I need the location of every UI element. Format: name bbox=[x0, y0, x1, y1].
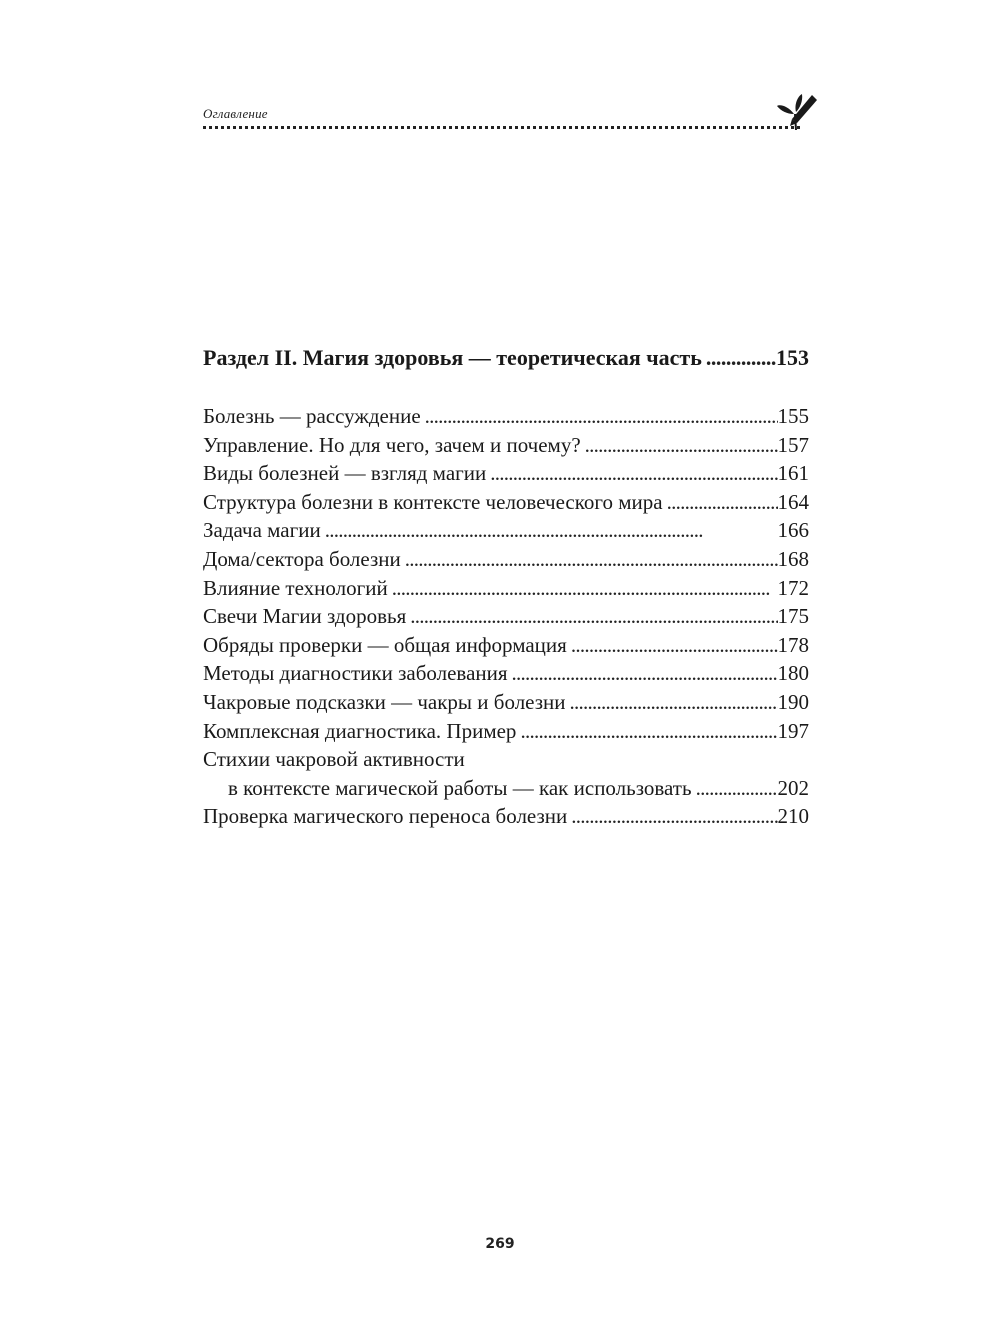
toc-entry-page: 168 bbox=[777, 546, 809, 571]
toc-entry-title: Проверка магического переноса болезни bbox=[203, 804, 568, 829]
toc-entry-title: Болезнь — рассуждение bbox=[203, 404, 421, 428]
dot-leader bbox=[663, 488, 778, 517]
dot-leader bbox=[401, 545, 778, 574]
toc-entry-title-line1: Стихии чакровой активности bbox=[203, 747, 465, 772]
dot-leader bbox=[321, 516, 778, 545]
toc-entry-page: 178 bbox=[777, 632, 809, 657]
toc-entry bbox=[203, 631, 809, 660]
toc-entry bbox=[203, 402, 809, 431]
toc-entry-title-line2: в контексте магической работы — как использовать bbox=[228, 775, 692, 800]
dot-leader bbox=[421, 402, 778, 431]
table-of-contents bbox=[203, 342, 809, 831]
toc-entry bbox=[203, 717, 809, 746]
dot-leader bbox=[508, 659, 778, 688]
toc-entry bbox=[203, 516, 809, 545]
toc-entry-multiline bbox=[203, 745, 809, 802]
toc-entry-title: Управление. Но для чего, зачем и почему? bbox=[203, 432, 581, 457]
toc-entry-page: 210 bbox=[777, 804, 809, 829]
toc-entry-title: Свечи Магии здоровья bbox=[203, 604, 407, 629]
section-heading bbox=[203, 342, 809, 374]
toc-entry-title: Комплексная диагностика. Пример bbox=[203, 718, 517, 743]
toc-entry-title: Дома/сектора болезни bbox=[203, 546, 401, 571]
toc-entry-title: Методы диагностики заболевания bbox=[203, 661, 508, 686]
page-number: 269 bbox=[485, 1236, 515, 1252]
toc-entry-page: 202 bbox=[777, 775, 809, 800]
header-dotted-rule bbox=[203, 126, 800, 129]
dot-leader bbox=[567, 631, 778, 660]
toc-entry-title: Обряды проверки — общая информация bbox=[203, 632, 567, 657]
running-head: Оглавление bbox=[203, 106, 268, 121]
toc-entry-page: 190 bbox=[777, 689, 809, 714]
toc-entry-title: Виды болезней — взгляд магии bbox=[203, 461, 487, 486]
toc-entry bbox=[203, 545, 809, 574]
toc-entry-page: 172 bbox=[777, 575, 809, 600]
section-heading-title: Раздел II. Магия здоровья — теоретическая часть bbox=[203, 345, 702, 370]
toc-entry-page: 197 bbox=[777, 718, 809, 743]
toc-entry-page: 161 bbox=[777, 461, 809, 486]
toc-entry bbox=[203, 688, 809, 717]
dot-leader bbox=[406, 602, 777, 631]
section-heading-page: 153 bbox=[776, 345, 809, 370]
toc-entry bbox=[203, 659, 809, 688]
dot-leader bbox=[692, 774, 778, 803]
toc-entry-second-line bbox=[203, 774, 809, 803]
dot-leader bbox=[516, 717, 777, 746]
dot-leader bbox=[702, 342, 776, 374]
toc-entry-page: 157 bbox=[777, 432, 809, 457]
toc-entry-page: 155 bbox=[777, 404, 809, 428]
toc-entry bbox=[203, 574, 809, 603]
toc-entry-title: Чакровые подсказки — чакры и болезни bbox=[203, 689, 566, 714]
dot-leader bbox=[581, 431, 778, 460]
dot-leader bbox=[486, 459, 777, 488]
toc-entry-page: 175 bbox=[777, 604, 809, 629]
toc-entry bbox=[203, 431, 809, 460]
toc-entry bbox=[203, 802, 809, 831]
toc-entry-title: Влияние технологий bbox=[203, 575, 388, 600]
dot-leader bbox=[567, 802, 777, 831]
toc-entry bbox=[203, 459, 809, 488]
toc-entry-page: 166 bbox=[777, 518, 809, 543]
dot-leader bbox=[566, 688, 778, 717]
toc-entry-title: Задача магии bbox=[203, 518, 321, 543]
toc-entry bbox=[203, 488, 809, 517]
dot-leader bbox=[388, 574, 778, 603]
toc-entry-page: 164 bbox=[777, 489, 809, 514]
toc-entry-page: 180 bbox=[777, 661, 809, 686]
toc-entry bbox=[203, 602, 809, 631]
toc-entry-title: Структура болезни в контексте человеческого мира bbox=[203, 489, 663, 514]
